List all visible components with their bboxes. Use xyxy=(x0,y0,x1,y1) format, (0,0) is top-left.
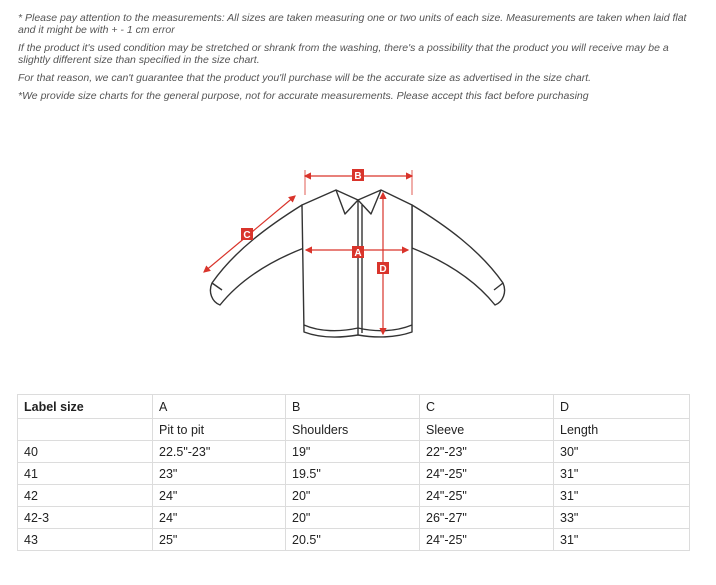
table-cell: 23" xyxy=(153,463,286,485)
label-b: B xyxy=(354,171,362,182)
table-header-row xyxy=(18,395,690,419)
table-cell: 19" xyxy=(286,441,420,463)
label-a-badge xyxy=(352,246,364,259)
label-d-badge xyxy=(377,262,389,275)
subheader-cell: Length xyxy=(554,419,690,441)
table-cell: 41 xyxy=(18,463,153,485)
table-row xyxy=(18,485,690,507)
table-row xyxy=(18,441,690,463)
label-a: A xyxy=(354,248,362,259)
table-cell: 24" xyxy=(153,485,286,507)
note-2: If the product it's used condition may be stretched or shrank from the washing, there's a possibility that the product you will receive may be a slightly different size than specified in the size chart. xyxy=(18,42,669,66)
table-cell: 31" xyxy=(554,529,690,551)
table-cell: 22.5"-23" xyxy=(153,441,286,463)
subheader-cell xyxy=(18,419,153,441)
table-row xyxy=(18,507,690,529)
table-cell: 25" xyxy=(153,529,286,551)
table-cell: 33" xyxy=(554,507,690,529)
table-cell: 30" xyxy=(554,441,690,463)
table-subheader-row xyxy=(18,419,690,441)
header-cell: C xyxy=(420,395,554,419)
table-cell: 31" xyxy=(554,485,690,507)
label-d: D xyxy=(379,264,387,275)
header-cell: Label size xyxy=(18,395,153,419)
table-row xyxy=(18,529,690,551)
table-cell: 20" xyxy=(286,485,420,507)
subheader-cell: Sleeve xyxy=(420,419,554,441)
table-row xyxy=(18,463,690,485)
table-cell: 22"-23" xyxy=(420,441,554,463)
table-cell: 42-3 xyxy=(18,507,153,529)
note-1: * Please pay attention to the measurements: All sizes are taken measuring one or two units of each size. Measurements are taken when laid flat and it might be with + - 1 cm error xyxy=(18,12,687,36)
table-cell: 24"-25" xyxy=(420,463,554,485)
label-c: C xyxy=(243,230,251,241)
header-cell: D xyxy=(554,395,690,419)
note-4: *We provide size charts for the general purpose, not for accurate measurements. Please accept this fact before purchasing xyxy=(18,90,589,102)
table-cell: 42 xyxy=(18,485,153,507)
measurement-notes xyxy=(18,12,698,108)
subheader-cell: Shoulders xyxy=(286,419,420,441)
table-cell: 43 xyxy=(18,529,153,551)
table-cell: 26"-27" xyxy=(420,507,554,529)
header-cell: B xyxy=(286,395,420,419)
label-b-badge xyxy=(352,169,364,182)
table-cell: 24"-25" xyxy=(420,485,554,507)
table-cell: 19.5" xyxy=(286,463,420,485)
table-cell: 20.5" xyxy=(286,529,420,551)
table-cell: 40 xyxy=(18,441,153,463)
shirt-icon xyxy=(210,190,504,337)
table-cell: 24" xyxy=(153,507,286,529)
size-chart-table xyxy=(17,394,690,551)
subheader-cell: Pit to pit xyxy=(153,419,286,441)
label-c-badge xyxy=(241,228,253,241)
table-cell: 31" xyxy=(554,463,690,485)
table-cell: 20" xyxy=(286,507,420,529)
note-3: For that reason, we can't guarantee that the product you'll purchase will be the accurate size as advertised in the size chart. xyxy=(18,72,592,84)
shirt-measurement-diagram xyxy=(0,150,716,350)
table-cell: 24"-25" xyxy=(420,529,554,551)
header-cell: A xyxy=(153,395,286,419)
